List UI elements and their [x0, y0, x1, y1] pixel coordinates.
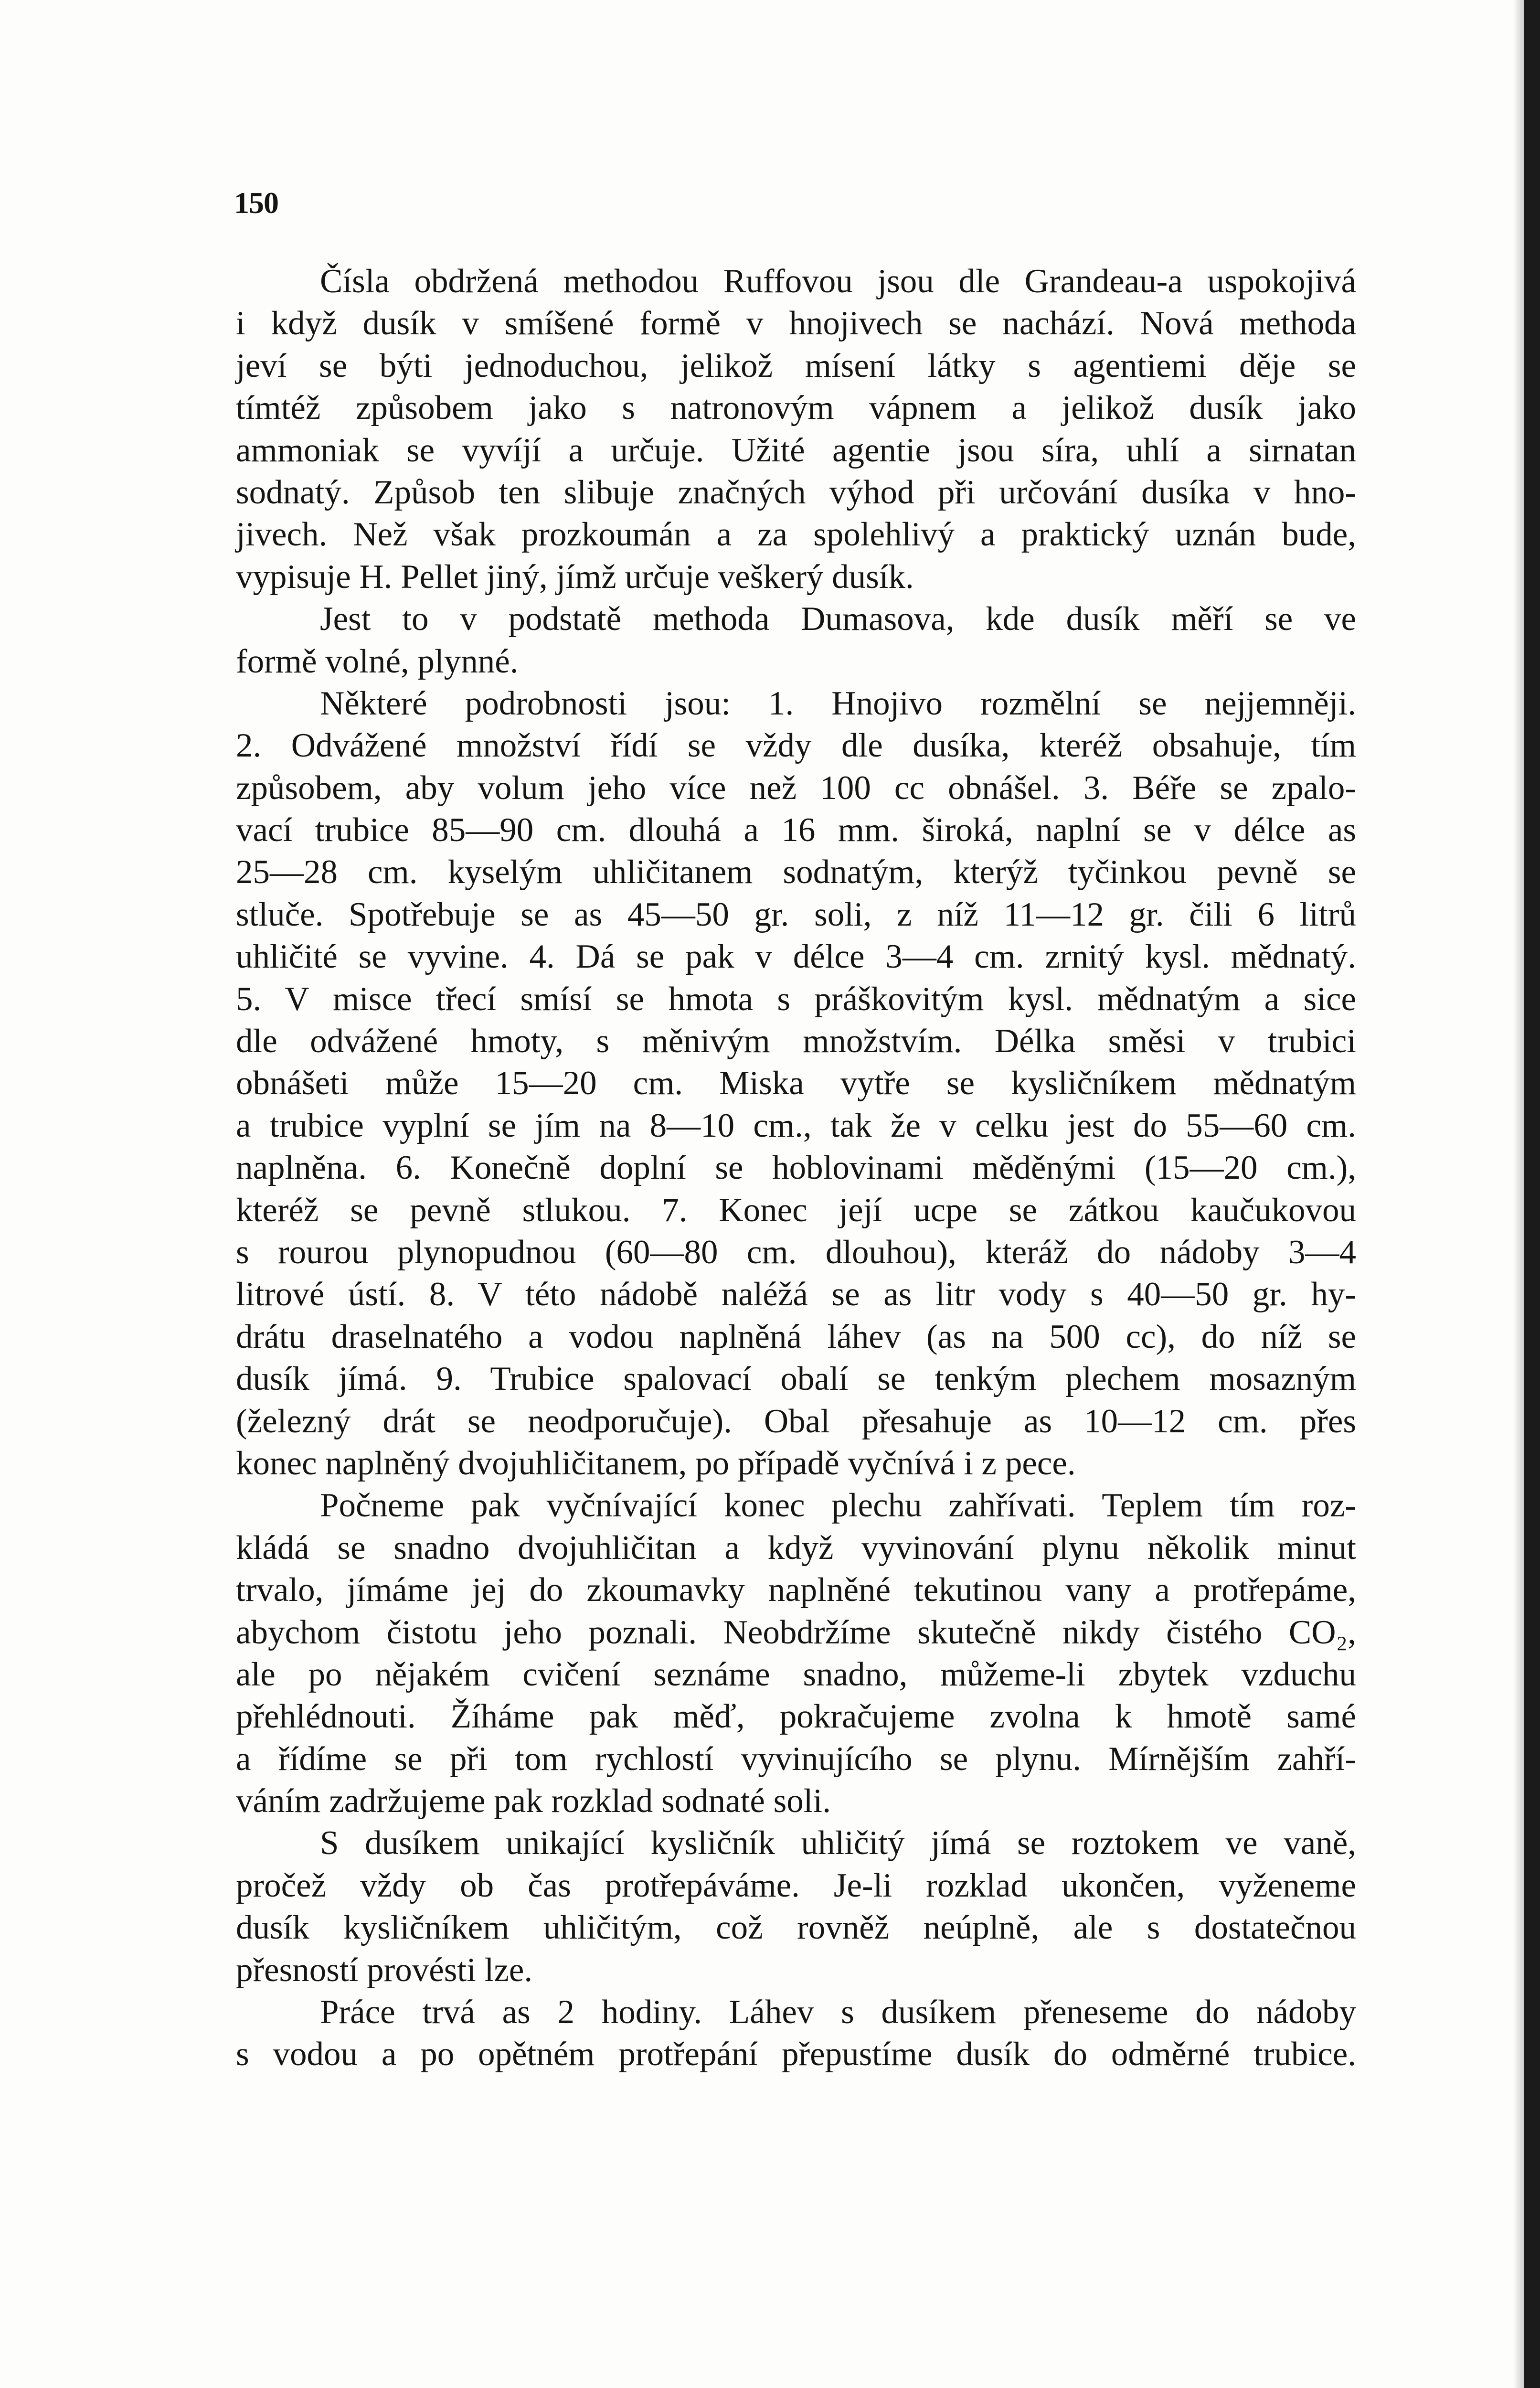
text-line: vypisuje H. Pellet jiný, jímž určuje veškerý dusík. — [236, 558, 914, 596]
text-line: Některé podrobnosti jsou: 1. Hnojivo rozmělní se nejjemněji. — [320, 684, 1356, 722]
text-line: formě volné, plynné. — [236, 642, 519, 680]
text-line: abychom čistotu jeho poznali. Neobdržíme skutečně nikdy čistého CO₂, — [236, 1613, 1356, 1651]
text-line: naplněna. 6. Konečně doplní se hoblovinami měděnými (15—20 cm.), — [236, 1149, 1356, 1187]
text-line: sodnatý. Způsob ten slibuje značných výhod při určování dusíka v hno- — [236, 473, 1356, 511]
text-line: Čísla obdržená methodou Ruffovou jsou dle Grandeau-a uspokojivá — [320, 263, 1356, 300]
text-line: Počneme pak vyčnívající konec plechu zahřívati. Teplem tím roz- — [320, 1487, 1356, 1524]
text-line: s vodou a po opětném protřepání přepustíme dusík do odměrné trubice. — [236, 2036, 1356, 2073]
text-line: a řídíme se při tom rychlostí vyvinujícího se plynu. Mírnějším zahří- — [236, 1740, 1356, 1778]
body-text — [236, 260, 1356, 2076]
text-line: dusík jímá. 9. Trubice spalovací obalí se tenkým plechem mosazným — [236, 1360, 1356, 1398]
text-line: uhličité se vyvine. 4. Dá se pak v délce 3—4 cm. zrnitý kysl. mědnatý. — [236, 938, 1356, 976]
text-line: přehlédnouti. Žíháme pak měď, pokračujeme zvolna k hmotě samé — [236, 1698, 1356, 1736]
text-line: dusík kysličníkem uhličitým, což rovněž neúplně, ale s dostatečnou — [236, 1909, 1356, 1947]
text-line: váním zadržujeme pak rozklad sodnaté soli. — [236, 1782, 831, 1820]
text-line: 2. Odvážené množství řídí se vždy dle dusíka, kteréž obsahuje, tím — [236, 727, 1356, 765]
text-line: pročež vždy ob čas protřepáváme. Je-li rozklad ukončen, vyženeme — [236, 1866, 1356, 1904]
text-line: vací trubice 85—90 cm. dlouhá a 16 mm. široká, naplní se v délce as — [236, 811, 1356, 849]
page-number: 150 — [234, 186, 278, 220]
text-line: a trubice vyplní se jím na 8—10 cm., tak že v celku jest do 55—60 cm. — [236, 1107, 1356, 1144]
text-line: konec naplněný dvojuhličitanem, po případě vyčnívá i z pece. — [236, 1444, 1076, 1482]
text-line: jeví se býti jednoduchou, jelikož mísení látky s agentiemi děje se — [236, 347, 1356, 384]
text-line: litrové ústí. 8. V této nádobě naléžá se as litr vody s 40—50 gr. hy- — [236, 1276, 1356, 1313]
text-line: s rourou plynopudnou (60—80 cm. dlouhou), kteráž do nádoby 3—4 — [236, 1233, 1356, 1271]
text-line: přesností provésti lze. — [236, 1951, 533, 1989]
text-line: S dusíkem unikající kysličník uhličitý jímá se roztokem ve vaně, — [320, 1824, 1356, 1862]
text-line: 25—28 cm. kyselým uhličitanem sodnatým, kterýž tyčinkou pevně se — [236, 853, 1356, 891]
text-line: tímtéž způsobem jako s natronovým vápnem a jelikož dusík jako — [236, 389, 1356, 427]
text-line: (železný drát se neodporučuje). Obal přesahuje as 10—12 cm. přes — [236, 1402, 1356, 1440]
text-line: jivech. Než však prozkoumán a za spolehlivý a praktický uznán bude, — [236, 516, 1356, 554]
text-line: dle odvážené hmoty, s měnivým množstvím. Délka směsi v trubici — [236, 1023, 1356, 1060]
text-line: ammoniak se vyvíjí a určuje. Užité agentie jsou síra, uhlí a sirnatan — [236, 431, 1356, 469]
text-line: kteréž se pevně stlukou. 7. Konec její ucpe se zátkou kaučukovou — [236, 1191, 1356, 1229]
text-line: způsobem, aby volum jeho více než 100 cc obnášel. 3. Béře se zpalo- — [236, 769, 1356, 807]
text-line: Jest to v podstatě methoda Dumasova, kde dusík měří se ve — [320, 600, 1356, 638]
text-line: Práce trvá as 2 hodiny. Láhev s dusíkem přeneseme do nádoby — [320, 1994, 1356, 2031]
text-line: kládá se snadno dvojuhličitan a když vyvinování plynu několik minut — [236, 1529, 1356, 1567]
text-line: drátu draselnatého a vodou naplněná láhev (as na 500 cc), do níž se — [236, 1318, 1356, 1355]
page-edge-shadow — [1513, 0, 1524, 2388]
text-line: stluče. Spotřebuje se as 45—50 gr. soli, z níž 11—12 gr. čili 6 litrů — [236, 896, 1356, 933]
text-line: obnášeti může 15—20 cm. Miska vytře se kysličníkem mědnatým — [236, 1065, 1356, 1102]
text-line: i když dusík v smíšené formě v hnojivech se nachází. Nová methoda — [236, 305, 1356, 342]
text-line: trvalo, jímáme jej do zkoumavky naplněné tekutinou vany a protřepáme, — [236, 1571, 1356, 1609]
text-line: 5. V misce třecí smísí se hmota s práškovitým kysl. mědnatým a sice — [236, 980, 1356, 1018]
text-line: ale po nějakém cvičení seznáme snadno, můžeme-li zbytek vzduchu — [236, 1655, 1356, 1693]
scan-border — [1524, 0, 1540, 2388]
